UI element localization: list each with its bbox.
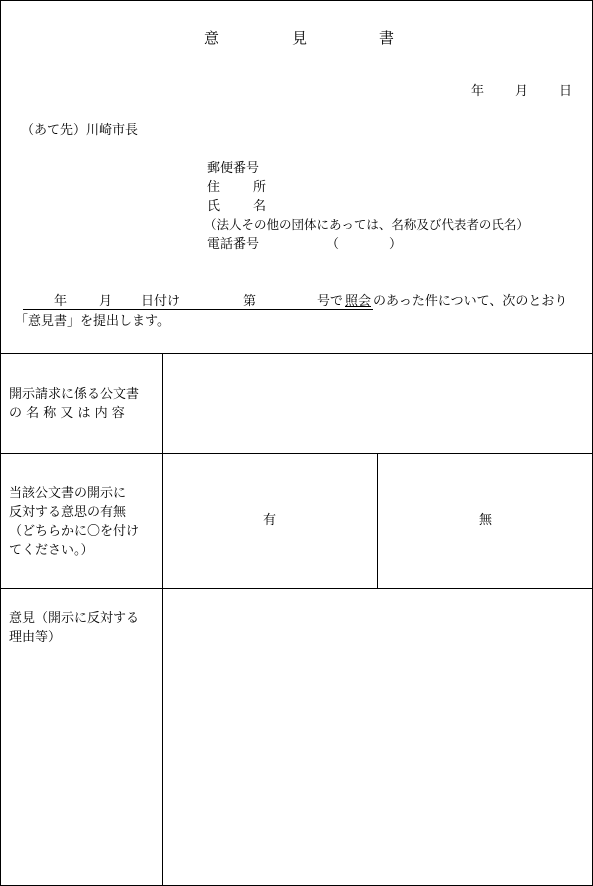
- addressee: （あて先）川崎市長: [21, 123, 139, 138]
- option-no-cell[interactable]: [378, 454, 592, 588]
- title-char-3: 書: [379, 29, 395, 47]
- statement-dated: 日付け: [141, 294, 181, 309]
- date-day-label: 日: [559, 84, 573, 99]
- row1-label-line2: の 名 称 又 は 内 容: [9, 406, 125, 421]
- document-name-field[interactable]: [163, 354, 592, 453]
- statement-shokai: 照会: [345, 294, 372, 309]
- statement-rest-line1: のあった件について、次のとおり: [373, 294, 568, 309]
- name-label-1: 氏: [207, 199, 221, 214]
- phone-label: 電話番号: [207, 237, 260, 252]
- name-label-2: 名: [253, 199, 267, 214]
- row2-label-line4: てください。）: [9, 543, 94, 558]
- title-char-2: 見: [292, 29, 308, 47]
- opinion-field[interactable]: [163, 589, 592, 885]
- statement-dai: 第: [243, 294, 257, 309]
- address-label-1: 住: [207, 180, 221, 195]
- phone-paren-close: ）: [389, 237, 403, 252]
- statement-line2: 「意見書」を提出します。: [15, 314, 170, 329]
- row2-label-line2: 反対する意思の有無: [9, 505, 127, 520]
- row2-label-line3: （どちらかに〇を付け: [9, 524, 140, 539]
- row-objection-label: [9, 484, 139, 560]
- option-yes-label: 有: [263, 513, 277, 528]
- option-yes-cell[interactable]: [163, 454, 377, 588]
- statement-month: 月: [99, 294, 113, 309]
- row3-label-line1: 意見（開示に反対する: [9, 611, 140, 626]
- date-month-label: 月: [515, 84, 529, 99]
- postal-code-label: 郵便番号: [207, 161, 260, 176]
- statement-underline: [23, 309, 373, 310]
- option-no-label: 無: [479, 513, 493, 528]
- date-year-label: 年: [471, 84, 485, 99]
- row-document-name-label: [9, 385, 139, 423]
- row1-label-line1: 開示請求に係る公文書: [9, 387, 140, 402]
- row-opinion-label: [9, 609, 139, 647]
- statement-year: 年: [54, 294, 68, 309]
- phone-paren-open: （: [326, 237, 340, 252]
- row2-label-line1: 当該公文書の開示に: [9, 486, 127, 501]
- title-char-1: 意: [204, 29, 220, 47]
- statement-go-de: 号で: [317, 294, 344, 309]
- corporation-note: （法人その他の団体にあっては、名称及び代表者の氏名）: [204, 217, 529, 232]
- address-label-2: 所: [253, 180, 267, 195]
- row3-label-line2: 理由等）: [9, 630, 62, 645]
